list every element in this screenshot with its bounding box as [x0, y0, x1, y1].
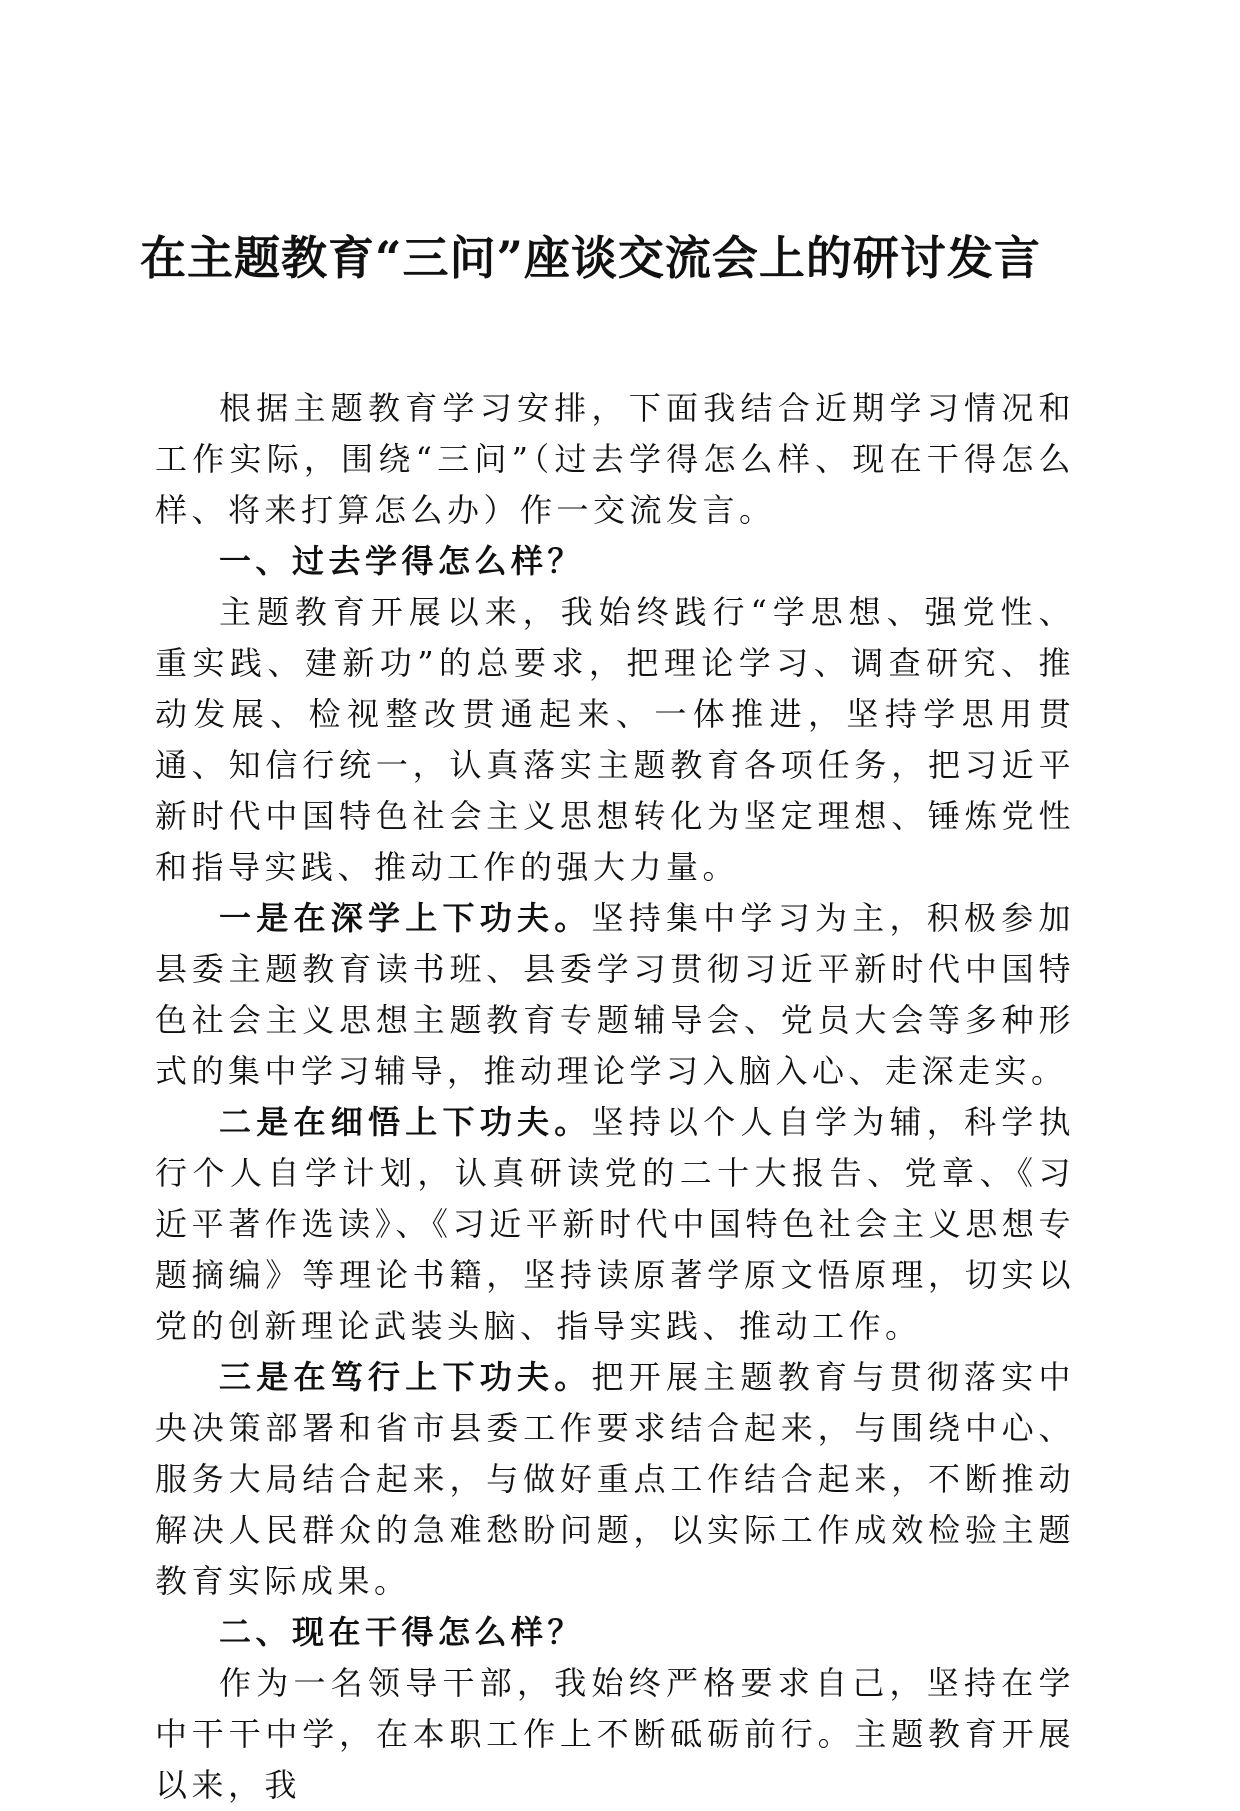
point-lead-careful-understanding: 二是在细悟上下功夫。 [219, 1103, 592, 1141]
intro-paragraph: 根据主题教育学习安排，下面我结合近期学习情况和工作实际，围绕“三问”（过去学得怎么样、现在干得怎么样、将来打算怎么办）作一交流发言。 [155, 389, 1075, 529]
section-heading-past-study: 一、过去学得怎么样？ [219, 542, 585, 580]
point-text-careful-understanding: 坚持以个人自学为辅，科学执行个人自学计划，认真研读党的二十大报告、党章、《习近平著作选读》、《习近平新时代中国特色社会主义思想专题摘编》等理论书籍，坚持读原著学原文悟原理，切实以党的创新理论武装头脑、指导实践、推动工作。 [155, 1103, 1075, 1345]
document-title: 在主题教育“三问”座谈交流会上的研讨发言 [140, 231, 1041, 285]
point-paragraph-careful-understanding [155, 1097, 1075, 1352]
point-text-deep-study: 坚持集中学习为主，积极参加县委主题教育读书班、县委学习贯彻习近平新时代中国特色社会主义思想主题教育专题辅导会、党员大会等多种形式的集中学习辅导，推动理论学习入脑入心、走深走实。 [155, 899, 1075, 1090]
section-paragraph-current-work: 作为一名领导干部，我始终严格要求自己，坚持在学中干干中学，在本职工作上不断砥砺前行。主题教育开展以来，我 [155, 1664, 1075, 1804]
section-paragraph-past-study: 主题教育开展以来，我始终践行“学思想、强党性、重实践、建新功”的总要求，把理论学习、调查研究、推动发展、检视整改贯通起来、一体推进，坚持学思用贯通、知信行统一，认真落实主题教育各项任务，把习近平新时代中国特色社会主义思想转化为坚定理想、锤炼党性和指导实践、推动工作的强大力量。 [155, 593, 1075, 886]
point-lead-deep-study: 一是在深学上下功夫。 [219, 899, 592, 937]
document-body [155, 383, 1075, 1811]
point-paragraph-deep-study [155, 893, 1075, 1097]
point-paragraph-earnest-practice [155, 1352, 1075, 1607]
section-heading-current-work: 二、现在干得怎么样？ [219, 1613, 585, 1651]
point-text-earnest-practice: 把开展主题教育与贯彻落实中央决策部署和省市县委工作要求结合起来，与围绕中心、服务大局结合起来，与做好重点工作结合起来，不断推动解决人民群众的急难愁盼问题，以实际工作成效检验主题教育实际成果。 [155, 1358, 1075, 1600]
point-lead-earnest-practice: 三是在笃行上下功夫。 [219, 1358, 592, 1396]
